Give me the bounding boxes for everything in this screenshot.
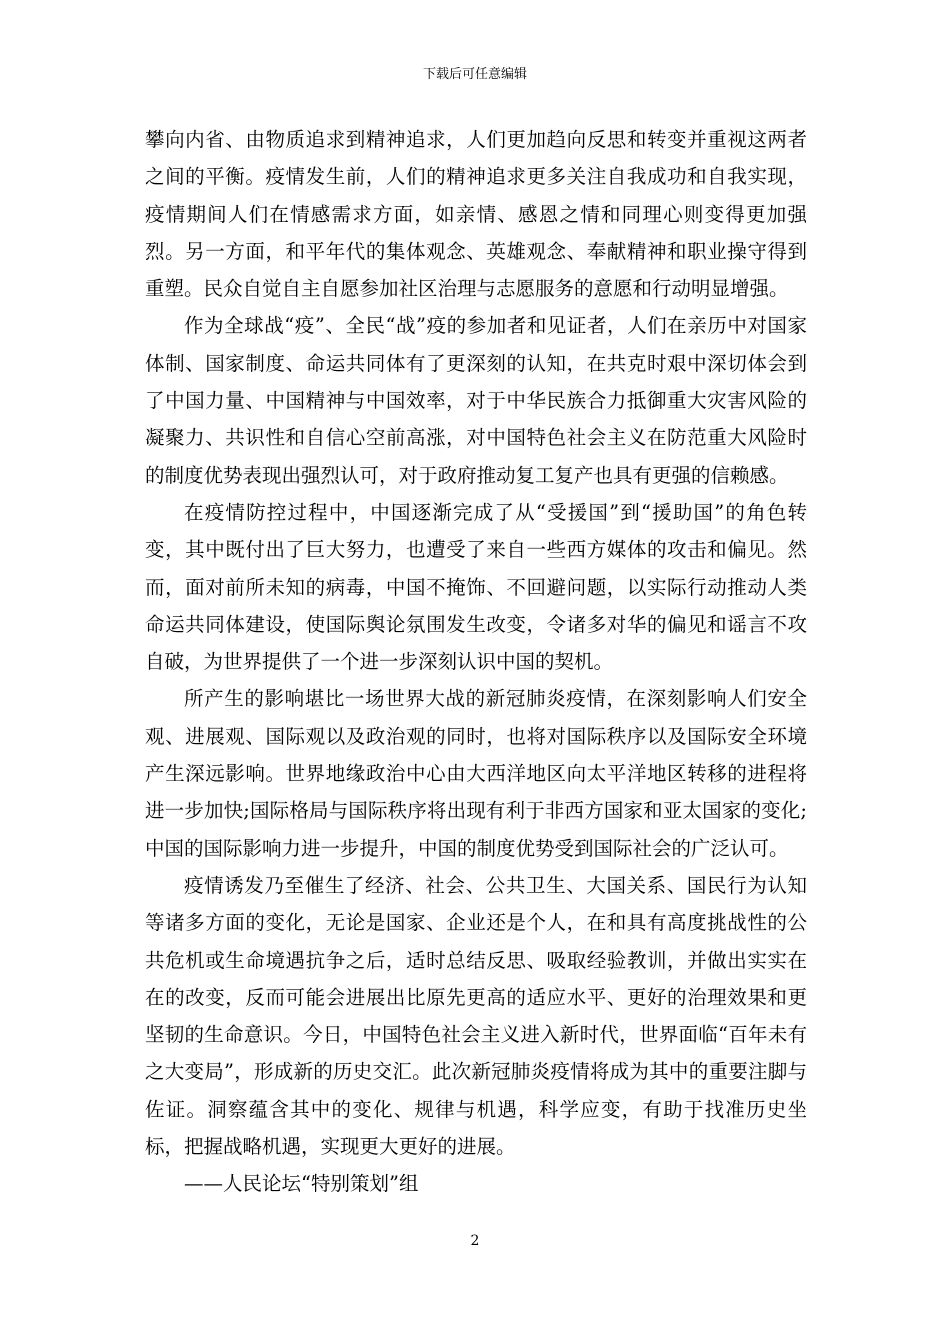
paragraph-national-system: 作为全球战“疫”、全民“战”疫的参加者和见证者，人们在亲历中对国家体制、国家制度、命运共同体有了更深刻的认知，在共克时艰中深切体会到了中国力量、中国精神与中国效率，对于中华民族合力抵御重大灾害风险的凝聚力、共识性和自信心空前高涨，对中国特色社会主义在防范重大风险时的制度优势表现出强烈认可，对于政府推动复工复产也具有更强的信赖感。	[145, 314, 807, 487]
paragraph-attribution: ——人民论坛“特别策划”组	[184, 1172, 419, 1196]
paragraph-continued: 攀向内省、由物质追求到精神追求，人们更加趋向反思和转变并重视这两者之间的平衡。疫情发生前，人们的精神追求更多关注自我成功和自我实现，疫情期间人们在情感需求方面，如亲情、感恩之情和同理心则变得更加强烈。另一方面，和平年代的集体观念、英雄观念、奉献精神和职业操守得到重塑。民众自觉自主自愿参加社区治理与志愿服务的意愿和行动明显增强。	[145, 128, 807, 301]
paragraph-role-change: 在疫情防控过程中，中国逐渐完成了从“受援国”到“援助国”的角色转变，其中既付出了巨大努力，也遭受了来自一些西方媒体的攻击和偏见。然而，面对前所未知的病毒，中国不掩饰、不回避问题，以实际行动推动人类命运共同体建设，使国际舆论氛围发生改变，令诸多对华的偏见和谣言不攻自破，为世界提供了一个进一步深刻认识中国的契机。	[145, 500, 807, 674]
document-body	[145, 121, 807, 1203]
page-header: 下载后可任意编辑	[422, 67, 527, 82]
paragraph-international-order: 所产生的影响堪比一场世界大战的新冠肺炎疫情，在深刻影响人们安全观、进展观、国际观以及政治观的同时，也将对国际秩序以及国际安全环境产生深远影响。世界地缘政治中心由大西洋地区向太平洋地区转移的进程将进一步加快;国际格局与国际秩序将出现有利于非西方国家和亚太国家的变化;中国的国际影响力进一步提升，中国的制度优势受到国际社会的广泛认可。	[145, 687, 807, 860]
page-number: 2	[470, 1233, 480, 1249]
paragraph-changes-opportunities: 疫情诱发乃至催生了经济、社会、公共卫生、大国关系、国民行为认知等诸多方面的变化，无论是国家、企业还是个人，在和具有高度挑战性的公共危机或生命境遇抗争之后，适时总结反思、吸取经验教训，并做出实实在在的改变，反而可能会进展出比原先更高的适应水平、更好的治理效果和更坚韧的生命意识。今日，中国特色社会主义进入新时代，世界面临“百年未有之大变局”，形成新的历史交汇。此次新冠肺炎疫情将成为其中的重要注脚与佐证。洞察蕴含其中的变化、规律与机遇，科学应变，有助于找准历史坐标，把握战略机遇，实现更大更好的进展。	[145, 873, 807, 1159]
